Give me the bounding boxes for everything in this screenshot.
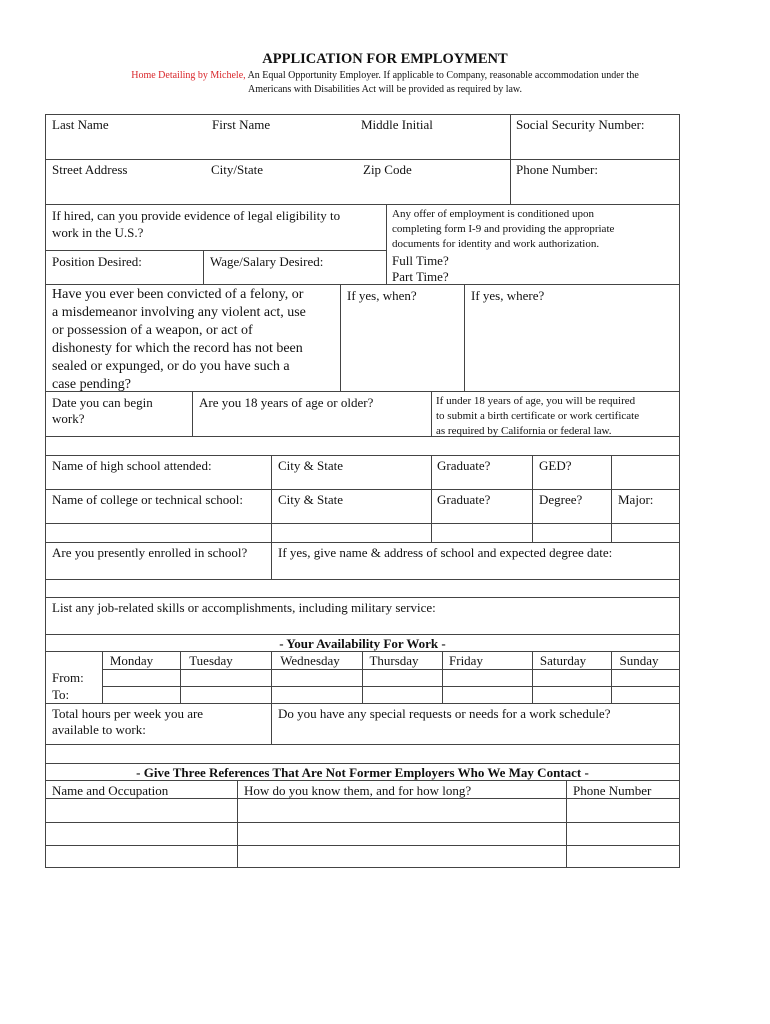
- enrolled-details-field[interactable]: If yes, give name & address of school and expected degree date:: [278, 545, 613, 560]
- wage-desired-field[interactable]: Wage/Salary Desired:: [210, 254, 324, 269]
- page-title: APPLICATION FOR EMPLOYMENT: [262, 51, 508, 67]
- day-saturday: Saturday: [539, 653, 587, 668]
- day-monday: Monday: [109, 653, 154, 668]
- reference-name-occupation-header: Name and Occupation: [52, 783, 169, 798]
- college-city-state-field[interactable]: City & State: [278, 492, 343, 507]
- college-graduate-field[interactable]: Graduate?: [437, 492, 491, 507]
- minor-notice-line-3: as required by California or federal law.: [436, 425, 612, 437]
- middle-initial-field[interactable]: Middle Initial: [361, 117, 433, 132]
- conviction-question-line-1[interactable]: Have you ever been convicted of a felony, or: [52, 287, 304, 302]
- reference-how-known-header: How do you know them, and for how long?: [244, 783, 472, 798]
- college-field[interactable]: Name of college or technical school:: [52, 492, 243, 507]
- day-friday: Friday: [449, 653, 483, 668]
- eligibility-question-line-1[interactable]: If hired, can you provide evidence of legal eligibility to: [52, 208, 341, 223]
- special-requests-field[interactable]: Do you have any special requests or needs for a work schedule?: [278, 706, 611, 721]
- skills-field[interactable]: List any job-related skills or accomplishments, including military service:: [52, 600, 436, 615]
- city-state-field[interactable]: City/State: [211, 162, 263, 177]
- conviction-where-field[interactable]: If yes, where?: [471, 288, 545, 303]
- first-name-field[interactable]: First Name: [212, 117, 271, 132]
- position-desired-field[interactable]: Position Desired:: [52, 254, 142, 269]
- major-field[interactable]: Major:: [618, 492, 654, 507]
- conviction-question-line-2: a misdemeanor involving any violent act, use: [52, 305, 306, 320]
- street-address-field[interactable]: Street Address: [52, 162, 128, 177]
- high-school-graduate-field[interactable]: Graduate?: [437, 458, 491, 473]
- ssn-field[interactable]: Social Security Number:: [516, 117, 645, 132]
- availability-heading: - Your Availability For Work -: [279, 636, 446, 651]
- total-hours-line-2: available to work:: [52, 722, 146, 737]
- conviction-question-line-4: dishonesty for which the record has not been: [52, 341, 303, 356]
- minor-notice-line-1: If under 18 years of age, you will be required: [436, 395, 636, 407]
- part-time-field[interactable]: Part Time?: [392, 269, 449, 284]
- enrolled-question-field[interactable]: Are you presently enrolled in school?: [52, 545, 248, 560]
- day-tuesday: Tuesday: [189, 653, 233, 668]
- last-name-field[interactable]: Last Name: [52, 117, 109, 132]
- conviction-question-line-6: case pending?: [52, 377, 131, 392]
- references-heading: - Give Three References That Are Not Former Employers Who We May Contact -: [136, 765, 589, 780]
- day-thursday: Thursday: [369, 653, 419, 668]
- age-question-field[interactable]: Are you 18 years of age or older?: [199, 395, 374, 410]
- degree-field[interactable]: Degree?: [539, 492, 583, 507]
- day-sunday: Sunday: [619, 653, 659, 668]
- start-date-label-line-2: work?: [52, 411, 85, 426]
- total-hours-line-1[interactable]: Total hours per week you are: [52, 706, 204, 721]
- company-name: Home Detailing by Michele,: [131, 70, 246, 81]
- conviction-when-field[interactable]: If yes, when?: [347, 288, 417, 303]
- i9-notice-line-1: Any offer of employment is conditioned upon: [392, 208, 595, 220]
- to-row-label: To:: [52, 687, 70, 702]
- conviction-question-line-3: or possession of a weapon, or act of: [52, 323, 253, 338]
- eeo-notice-line-2: Americans with Disabilities Act will be provided as required by law.: [247, 84, 522, 95]
- start-date-label-line-1[interactable]: Date you can begin: [52, 395, 153, 410]
- high-school-city-state-field[interactable]: City & State: [278, 458, 343, 473]
- reference-phone-header: Phone Number: [573, 783, 652, 798]
- conviction-question-line-5: sealed or expunged, or do you have such a: [52, 359, 290, 374]
- zip-code-field[interactable]: Zip Code: [363, 162, 412, 177]
- phone-number-field[interactable]: Phone Number:: [516, 162, 598, 177]
- eligibility-question-line-2[interactable]: work in the U.S.?: [52, 225, 144, 240]
- ged-field[interactable]: GED?: [539, 458, 572, 473]
- high-school-field[interactable]: Name of high school attended:: [52, 458, 212, 473]
- day-wednesday: Wednesday: [280, 653, 340, 668]
- full-time-field[interactable]: Full Time?: [392, 253, 449, 268]
- minor-notice-line-2: to submit a birth certificate or work certificate: [436, 410, 640, 422]
- i9-notice-line-2: completing form I-9 and providing the appropriate: [392, 223, 615, 235]
- i9-notice-line-3: documents for identity and work authorization.: [392, 238, 600, 250]
- from-row-label: From:: [52, 670, 84, 685]
- eeo-notice-text: An Equal Opportunity Employer. If applicable to Company, reasonable accommodation under the: [245, 70, 639, 81]
- eeo-notice-line-1: [0, 70, 770, 81]
